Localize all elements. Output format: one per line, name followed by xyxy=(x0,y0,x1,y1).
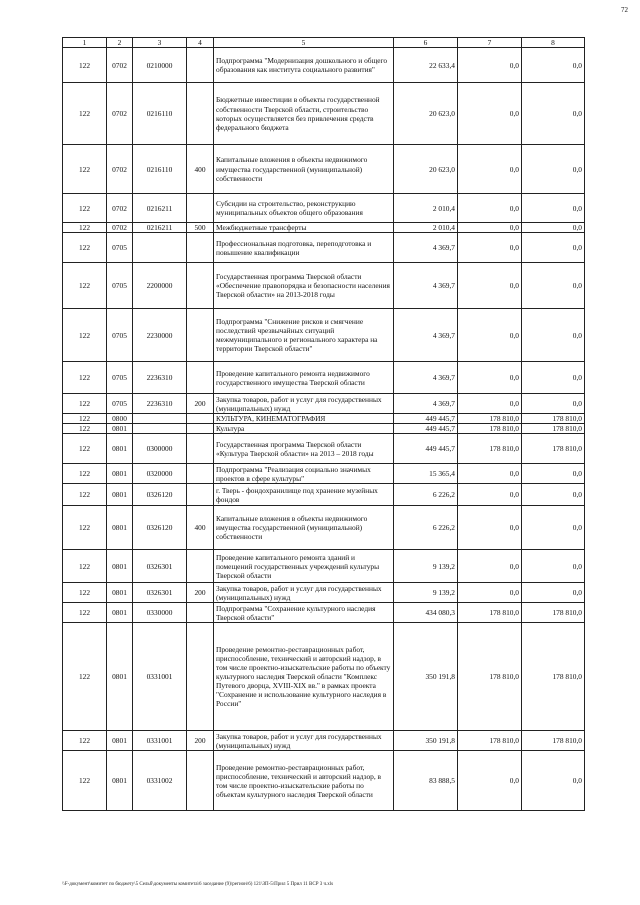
target-item-cell: 0216110 xyxy=(133,83,187,145)
table-row xyxy=(63,309,585,362)
table-row xyxy=(63,362,585,394)
target-item-cell: 0330000 xyxy=(133,603,187,623)
amount-cell: 178 810,0 xyxy=(458,414,522,424)
code-cell: 122 xyxy=(63,362,107,394)
amount-cell: 0,0 xyxy=(458,464,522,484)
description-cell: Проведение ремонтно-реставрационных работ, приспособление, технический и авторский надзор, в том числе проектно-изыскательские работы по объекту культурного наследия Тверской области "Комплекс Путевого дворца, XVIII-XIX вв." в рамках проекта "Сохранение и использование культурного наследия в России" xyxy=(214,623,394,731)
amount-cell: 6 226,2 xyxy=(394,484,458,506)
description-cell: Субсидии на строительство, реконструкцию муниципальных объектов общего образования xyxy=(214,194,394,223)
target-item-cell: 0210000 xyxy=(133,48,187,83)
description-cell: Подпрограмма "Сохранение культурного наследия Тверской области" xyxy=(214,603,394,623)
amount-cell: 0,0 xyxy=(522,550,585,583)
table-row xyxy=(63,48,585,83)
table-row xyxy=(63,484,585,506)
table-row xyxy=(63,394,585,414)
expense-type-cell: 500 xyxy=(187,223,214,233)
amount-cell: 434 080,3 xyxy=(394,603,458,623)
amount-cell: 0,0 xyxy=(458,48,522,83)
description-cell: Государственная программа Тверской области «Обеспечение правопорядка и безопасности населения Тверской области» на 2013-2018 годы xyxy=(214,263,394,309)
amount-cell: 0,0 xyxy=(458,506,522,550)
code-cell: 122 xyxy=(63,603,107,623)
description-cell: г. Тверь - фондохранилище под хранение музейных фондов xyxy=(214,484,394,506)
amount-cell: 0,0 xyxy=(458,194,522,223)
table-row xyxy=(63,464,585,484)
budget-table xyxy=(62,37,585,811)
amount-cell: 0,0 xyxy=(458,83,522,145)
section-cell: 0801 xyxy=(107,603,133,623)
expense-type-cell xyxy=(187,751,214,811)
column-header: 1 xyxy=(63,38,107,48)
amount-cell: 9 139,2 xyxy=(394,550,458,583)
amount-cell: 178 810,0 xyxy=(522,731,585,751)
description-cell: Капитальные вложения в объекты недвижимого имущества государственной (муниципальной) собственности xyxy=(214,145,394,194)
table-body xyxy=(63,48,585,811)
amount-cell: 0,0 xyxy=(522,362,585,394)
target-item-cell: 0216110 xyxy=(133,145,187,194)
expense-type-cell xyxy=(187,484,214,506)
target-item-cell: 0326120 xyxy=(133,484,187,506)
expense-type-cell xyxy=(187,464,214,484)
table-row xyxy=(63,751,585,811)
amount-cell: 0,0 xyxy=(522,309,585,362)
column-header: 2 xyxy=(107,38,133,48)
amount-cell: 0,0 xyxy=(522,751,585,811)
code-cell: 122 xyxy=(63,464,107,484)
expense-type-cell xyxy=(187,194,214,223)
amount-cell: 20 623,0 xyxy=(394,83,458,145)
expense-type-cell xyxy=(187,48,214,83)
amount-cell: 350 191,8 xyxy=(394,731,458,751)
description-cell: Подпрограмма "Модернизация дошкольного и общего образования как института социального развития" xyxy=(214,48,394,83)
target-item-cell xyxy=(133,233,187,263)
amount-cell: 0,0 xyxy=(458,263,522,309)
amount-cell: 0,0 xyxy=(522,394,585,414)
section-cell: 0702 xyxy=(107,83,133,145)
amount-cell: 0,0 xyxy=(522,194,585,223)
expense-type-cell xyxy=(187,362,214,394)
section-cell: 0705 xyxy=(107,362,133,394)
section-cell: 0801 xyxy=(107,751,133,811)
description-cell: Проведение капитального ремонта недвижимого государственного имущества Тверской области xyxy=(214,362,394,394)
amount-cell: 6 226,2 xyxy=(394,506,458,550)
description-cell: Проведение капитального ремонта зданий и помещений государственных учреждений культуры Тверской области xyxy=(214,550,394,583)
description-cell: Государственная программа Тверской области «Культура Тверской области» на 2013 – 2018 годы xyxy=(214,434,394,464)
amount-cell: 178 810,0 xyxy=(522,414,585,424)
target-item-cell xyxy=(133,424,187,434)
code-cell: 122 xyxy=(63,751,107,811)
amount-cell: 0,0 xyxy=(458,550,522,583)
amount-cell: 449 445,7 xyxy=(394,434,458,464)
amount-cell: 449 445,7 xyxy=(394,414,458,424)
expense-type-cell: 400 xyxy=(187,506,214,550)
code-cell: 122 xyxy=(63,263,107,309)
description-cell: Культура xyxy=(214,424,394,434)
amount-cell: 0,0 xyxy=(522,464,585,484)
expense-type-cell xyxy=(187,83,214,145)
code-cell: 122 xyxy=(63,434,107,464)
code-cell: 122 xyxy=(63,414,107,424)
expense-type-cell xyxy=(187,434,214,464)
target-item-cell: 0331001 xyxy=(133,623,187,731)
amount-cell: 0,0 xyxy=(458,484,522,506)
amount-cell: 4 369,7 xyxy=(394,309,458,362)
table-row xyxy=(63,623,585,731)
target-item-cell: 2230000 xyxy=(133,309,187,362)
table-row xyxy=(63,603,585,623)
column-header: 8 xyxy=(522,38,585,48)
expense-type-cell xyxy=(187,603,214,623)
column-header: 4 xyxy=(187,38,214,48)
expense-type-cell: 200 xyxy=(187,394,214,414)
amount-cell: 20 623,0 xyxy=(394,145,458,194)
amount-cell: 178 810,0 xyxy=(458,623,522,731)
amount-cell: 2 010,4 xyxy=(394,194,458,223)
table-row xyxy=(63,145,585,194)
section-cell: 0705 xyxy=(107,263,133,309)
expense-type-cell xyxy=(187,424,214,434)
amount-cell: 178 810,0 xyxy=(458,424,522,434)
amount-cell: 4 369,7 xyxy=(394,263,458,309)
column-header: 6 xyxy=(394,38,458,48)
header-row xyxy=(63,38,585,48)
section-cell: 0801 xyxy=(107,583,133,603)
amount-cell: 0,0 xyxy=(458,309,522,362)
section-cell: 0801 xyxy=(107,424,133,434)
page-number: 72 xyxy=(621,6,628,14)
amount-cell: 0,0 xyxy=(522,83,585,145)
section-cell: 0702 xyxy=(107,145,133,194)
amount-cell: 0,0 xyxy=(522,145,585,194)
amount-cell: 350 191,8 xyxy=(394,623,458,731)
table-row xyxy=(63,550,585,583)
column-header: 5 xyxy=(214,38,394,48)
amount-cell: 178 810,0 xyxy=(522,424,585,434)
code-cell: 122 xyxy=(63,731,107,751)
table-row xyxy=(63,223,585,233)
amount-cell: 0,0 xyxy=(458,583,522,603)
expense-type-cell: 200 xyxy=(187,731,214,751)
expense-type-cell xyxy=(187,233,214,263)
section-cell: 0705 xyxy=(107,309,133,362)
amount-cell: 178 810,0 xyxy=(522,603,585,623)
description-cell: Проведение ремонтно-реставрационных работ, приспособление, технический и авторский надзор, в том числе проектно-изыскательские работы по объектам культурного наследия Тверской области xyxy=(214,751,394,811)
description-cell: Капитальные вложения в объекты недвижимого имущества государственной (муниципальной) собственности xyxy=(214,506,394,550)
amount-cell: 178 810,0 xyxy=(522,623,585,731)
code-cell: 122 xyxy=(63,233,107,263)
section-cell: 0702 xyxy=(107,48,133,83)
code-cell: 122 xyxy=(63,83,107,145)
description-cell: Закупка товаров, работ и услуг для государственных (муниципальных) нужд xyxy=(214,731,394,751)
target-item-cell: 0326301 xyxy=(133,550,187,583)
table-row xyxy=(63,731,585,751)
section-cell: 0801 xyxy=(107,484,133,506)
table-row xyxy=(63,233,585,263)
target-item-cell: 0326301 xyxy=(133,583,187,603)
section-cell: 0702 xyxy=(107,194,133,223)
amount-cell: 178 810,0 xyxy=(458,731,522,751)
target-item-cell: 0216211 xyxy=(133,223,187,233)
section-cell: 0801 xyxy=(107,550,133,583)
amount-cell: 0,0 xyxy=(522,233,585,263)
amount-cell: 4 369,7 xyxy=(394,362,458,394)
amount-cell: 0,0 xyxy=(458,223,522,233)
amount-cell: 15 365,4 xyxy=(394,464,458,484)
code-cell: 122 xyxy=(63,583,107,603)
target-item-cell: 0331002 xyxy=(133,751,187,811)
section-cell: 0800 xyxy=(107,414,133,424)
target-item-cell xyxy=(133,414,187,424)
amount-cell: 449 445,7 xyxy=(394,424,458,434)
section-cell: 0801 xyxy=(107,731,133,751)
amount-cell: 0,0 xyxy=(458,145,522,194)
table-row xyxy=(63,194,585,223)
table-row xyxy=(63,583,585,603)
amount-cell: 0,0 xyxy=(522,506,585,550)
description-cell: КУЛЬТУРА, КИНЕМАТОГРАФИЯ xyxy=(214,414,394,424)
table-row xyxy=(63,263,585,309)
target-item-cell: 0326120 xyxy=(133,506,187,550)
code-cell: 122 xyxy=(63,48,107,83)
target-item-cell: 2236310 xyxy=(133,362,187,394)
code-cell: 122 xyxy=(63,484,107,506)
target-item-cell: 0331001 xyxy=(133,731,187,751)
table-row xyxy=(63,83,585,145)
description-cell: Закупка товаров, работ и услуг для государственных (муниципальных) нужд xyxy=(214,394,394,414)
section-cell: 0801 xyxy=(107,434,133,464)
description-cell: Подпрограмма "Реализация социально значимых проектов в сфере культуры" xyxy=(214,464,394,484)
expense-type-cell xyxy=(187,550,214,583)
amount-cell: 0,0 xyxy=(458,751,522,811)
footer-path: \\F-документ\комитет по бюджету\5 Сельб\документы комитета\6 заседание (9)\регион\6) 121\ЗП-5\Прил 5 Прил 11 ВСР 3 ч.xls xyxy=(62,882,334,887)
table-row xyxy=(63,506,585,550)
amount-cell: 0,0 xyxy=(522,583,585,603)
amount-cell: 0,0 xyxy=(522,484,585,506)
expense-type-cell: 200 xyxy=(187,583,214,603)
code-cell: 122 xyxy=(63,309,107,362)
section-cell: 0801 xyxy=(107,623,133,731)
amount-cell: 83 888,5 xyxy=(394,751,458,811)
table-row xyxy=(63,434,585,464)
description-cell: Закупка товаров, работ и услуг для государственных (муниципальных) нужд xyxy=(214,583,394,603)
expense-type-cell xyxy=(187,309,214,362)
target-item-cell: 2236310 xyxy=(133,394,187,414)
table-row xyxy=(63,414,585,424)
amount-cell: 4 369,7 xyxy=(394,233,458,263)
section-cell: 0702 xyxy=(107,223,133,233)
amount-cell: 9 139,2 xyxy=(394,583,458,603)
code-cell: 122 xyxy=(63,506,107,550)
amount-cell: 0,0 xyxy=(522,223,585,233)
description-cell: Межбюджетные трансферты xyxy=(214,223,394,233)
amount-cell: 178 810,0 xyxy=(458,603,522,623)
code-cell: 122 xyxy=(63,145,107,194)
expense-type-cell: 400 xyxy=(187,145,214,194)
section-cell: 0705 xyxy=(107,394,133,414)
target-item-cell: 0216211 xyxy=(133,194,187,223)
code-cell: 122 xyxy=(63,194,107,223)
code-cell: 122 xyxy=(63,223,107,233)
code-cell: 122 xyxy=(63,394,107,414)
expense-type-cell xyxy=(187,414,214,424)
table-row xyxy=(63,424,585,434)
expense-type-cell xyxy=(187,263,214,309)
target-item-cell: 0320000 xyxy=(133,464,187,484)
amount-cell: 22 633,4 xyxy=(394,48,458,83)
column-header: 3 xyxy=(133,38,187,48)
amount-cell: 0,0 xyxy=(458,394,522,414)
section-cell: 0801 xyxy=(107,464,133,484)
target-item-cell: 2200000 xyxy=(133,263,187,309)
column-header: 7 xyxy=(458,38,522,48)
amount-cell: 2 010,4 xyxy=(394,223,458,233)
amount-cell: 0,0 xyxy=(458,362,522,394)
code-cell: 122 xyxy=(63,623,107,731)
section-cell: 0705 xyxy=(107,233,133,263)
amount-cell: 178 810,0 xyxy=(522,434,585,464)
amount-cell: 0,0 xyxy=(522,263,585,309)
description-cell: Профессиональная подготовка, переподготовка и повышение квалификации xyxy=(214,233,394,263)
expense-type-cell xyxy=(187,623,214,731)
description-cell: Бюджетные инвестиции в объекты государственной собственности Тверской области, строительство которых осуществляется без привлечения средств федерального бюджета xyxy=(214,83,394,145)
code-cell: 122 xyxy=(63,550,107,583)
section-cell: 0801 xyxy=(107,506,133,550)
target-item-cell: 0300000 xyxy=(133,434,187,464)
amount-cell: 178 810,0 xyxy=(458,434,522,464)
amount-cell: 0,0 xyxy=(458,233,522,263)
amount-cell: 0,0 xyxy=(522,48,585,83)
description-cell: Подпрограмма "Снижение рисков и смягчение последствий чрезвычайных ситуаций межмуниципального и регионального характера на территории Тверской области" xyxy=(214,309,394,362)
code-cell: 122 xyxy=(63,424,107,434)
amount-cell: 4 369,7 xyxy=(394,394,458,414)
